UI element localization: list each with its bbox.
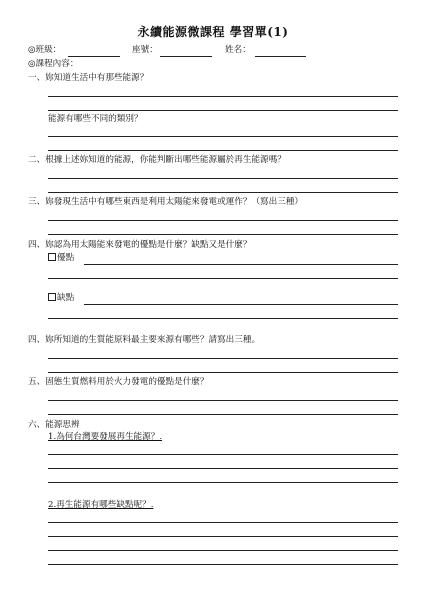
answer-line[interactable] [84, 264, 398, 265]
worksheet-title: 永續能源微課程 學習單(1) [137, 25, 289, 39]
answer-line[interactable] [84, 304, 398, 305]
answer-line[interactable] [48, 150, 398, 151]
disadvantage-checkbox[interactable] [48, 293, 56, 301]
name-field[interactable] [255, 56, 306, 57]
class-field[interactable] [68, 56, 120, 57]
answer-line[interactable] [48, 400, 398, 401]
question-3: 三、妳發現生活中有哪些東西是利用太陽能來發電或運作？（寫出三種） [28, 197, 304, 207]
question-7b: 2.再生能源有哪些缺點呢？. [48, 500, 154, 510]
class-label: ◎班級： [28, 45, 62, 55]
question-4: 四、妳認為用太陽能來發電的優點是什麼？缺點又是什麼？ [28, 240, 252, 250]
answer-line[interactable] [48, 468, 398, 469]
seat-label: 座號： [132, 45, 158, 55]
answer-line[interactable] [48, 136, 398, 137]
advantage-label: 優點 [57, 253, 75, 263]
disadvantage-label: 缺點 [57, 293, 75, 303]
answer-line[interactable] [48, 96, 398, 97]
answer-line[interactable] [48, 358, 398, 359]
answer-line[interactable] [48, 564, 398, 565]
question-7: 六、能源思辨 [28, 420, 80, 430]
answer-line[interactable] [48, 482, 398, 483]
question-1: 一、妳知道生活中有那些能源？ [28, 73, 149, 83]
question-7a: 1.為何台灣要發展再生能源？. [48, 432, 163, 442]
name-label: 姓名： [225, 45, 251, 55]
answer-line[interactable] [48, 372, 398, 373]
advantage-item [48, 253, 74, 264]
answer-line[interactable] [48, 234, 398, 235]
seat-field[interactable] [160, 56, 212, 57]
answer-line[interactable] [48, 536, 398, 537]
question-6: 五、固態生質燃料用於火力發電的優點是什麼？ [28, 377, 209, 387]
advantage-checkbox[interactable] [48, 253, 56, 261]
answer-line[interactable] [48, 192, 398, 193]
answer-line[interactable] [48, 414, 398, 415]
answer-line[interactable] [48, 110, 398, 111]
answer-line[interactable] [48, 550, 398, 551]
question-5: 四、妳所知道的生質能原料最主要來源有哪些？請寫出三種。 [28, 335, 261, 345]
content-label: ◎課程內容： [28, 59, 79, 69]
answer-line[interactable] [48, 522, 398, 523]
question-1b: 能源有哪些不同的類別？ [48, 114, 143, 124]
answer-line[interactable] [48, 278, 398, 279]
answer-line[interactable] [48, 178, 398, 179]
disadvantage-item [48, 293, 74, 304]
answer-line[interactable] [48, 220, 398, 221]
question-2: 二、根據上述妳知道的能源，你能判斷出哪些能源屬於再生能源嗎？ [28, 155, 286, 165]
answer-line[interactable] [48, 454, 398, 455]
answer-line[interactable] [48, 318, 398, 319]
